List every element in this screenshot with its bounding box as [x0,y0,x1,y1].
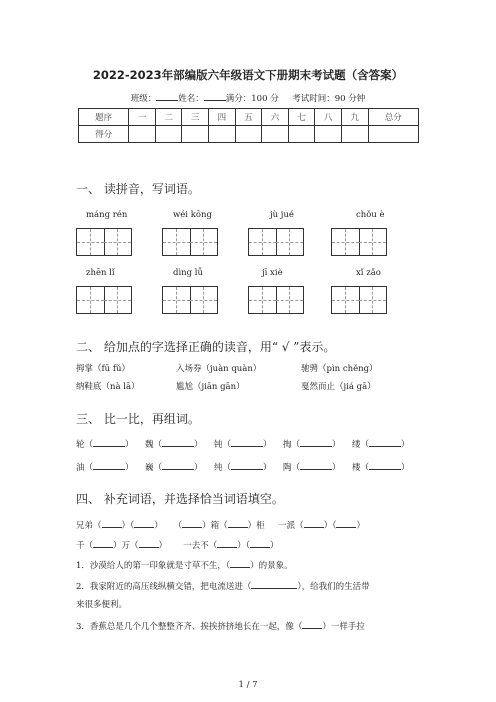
writing-grid[interactable] [162,286,218,314]
idiom-text: ）万（ [113,541,139,551]
compare-char: 楼 [352,463,361,473]
compare-char: 轮 [76,440,85,450]
section-2-heading: 二、 给加点的字选择正确的读音，用“ √ ”表示。 [76,340,336,354]
idiom-text: ）柜 [247,521,265,531]
pronunciation-item: 纳鞋底（nà lā） [76,382,140,392]
idiom-text: 一去不（ [183,541,218,551]
compare-char: 掏 [283,440,292,450]
score-cell[interactable] [209,126,236,143]
pronunciation-item: 驰骋（pìn chěng） [301,364,378,374]
pinyin-label: jù jué [270,210,294,220]
idiom-text: （ [173,521,183,531]
compare-item: 巍（ ） [145,460,203,473]
question-text: ）的景象。 [250,561,293,571]
score-cell[interactable] [155,126,182,143]
compare-item: 掏（ ） [283,437,341,450]
writing-grid[interactable] [248,286,304,314]
section-1-heading: 一、 读拼音，写词语。 [76,182,200,196]
pinyin-label: jī xiè [262,268,283,278]
answer-blank[interactable] [217,538,237,548]
answer-blank[interactable] [250,538,270,548]
writing-grid[interactable] [331,228,387,256]
answer-blank[interactable] [300,460,332,470]
pinyin-label: zhēn lǐ [86,268,115,278]
answer-blank[interactable] [304,518,324,528]
idiom-line [76,538,279,551]
answer-blank[interactable] [251,579,297,589]
compare-item: 缕（ ） [352,437,410,450]
compare-char: 缕 [352,440,361,450]
score-header-cell: 五 [235,109,262,126]
answer-blank[interactable] [93,538,113,548]
compare-char: 钝 [214,440,223,450]
idiom-text: ）（ [121,521,135,531]
score-table [78,108,419,143]
answer-blank[interactable] [228,518,248,528]
answer-blank[interactable] [162,460,194,470]
answer-blank[interactable] [230,558,250,568]
score-header-cell: 一 [129,109,156,126]
idiom-text: ） [154,521,163,531]
pinyin-label: dìng lǚ [173,268,203,278]
pronunciation-item: 拇掌（fū fǔ） [76,364,130,374]
answer-blank[interactable] [302,619,322,629]
score-header-cell: 九 [341,109,368,126]
compare-item: 钝（ ） [214,437,272,450]
score-cell[interactable] [235,126,262,143]
answer-blank[interactable] [300,437,332,447]
idiom-text: 兄弟（ [76,521,102,531]
score-cell[interactable] [182,126,209,143]
compare-item: 纯（ ） [214,460,272,473]
writing-grid[interactable] [331,286,387,314]
compare-char: 魏 [145,440,154,450]
class-blank [156,91,178,101]
question-text: 3．香蕉总是几个几个整整齐齐、挨挨挤挤地长在一起，像（ [76,622,303,632]
exam-time: 考试时间：90 分钟 [292,94,366,104]
idiom-text: ） [356,521,365,531]
idiom-text: 千（ [76,541,94,551]
compare-char: 油 [76,463,85,473]
question-text: ）一样手拉 [322,622,365,632]
pinyin-label: máng rén [86,210,128,220]
answer-blank[interactable] [369,437,401,447]
score-header-cell: 总分 [368,109,418,126]
answer-blank[interactable] [369,460,401,470]
pinyin-label: xǐ zǎo [356,268,381,278]
idiom-line [76,518,365,531]
compare-item: 油（ ） [76,460,134,473]
page-title: 2022-2023年部编版六年级语文下册期末考试题（含答案） [92,68,404,82]
question-text: 1．沙漠给人的第一印象就是寸草不生，（ [76,561,231,571]
question-2-continued: 来很多便利。 [76,600,128,610]
idiom-text: ） [270,541,279,551]
score-header-cell: 六 [262,109,289,126]
idiom-text: ）箱（ [202,521,228,531]
compare-char: 陶 [283,463,292,473]
score-header-cell: 八 [315,109,342,126]
score-cell[interactable] [262,126,289,143]
answer-blank[interactable] [93,460,125,470]
idiom-text: ）（ [237,541,251,551]
answer-blank[interactable] [231,437,263,447]
writing-grid[interactable] [76,286,132,314]
section-4-heading: 四、 补充词语，并选择恰当词语填空。 [76,492,284,506]
answer-blank[interactable] [162,437,194,447]
compare-char: 纯 [214,463,223,473]
writing-grid[interactable] [248,228,304,256]
compare-item: 魏（ ） [145,437,203,450]
score-cell[interactable] [288,126,315,143]
score-header-cell: 二 [155,109,182,126]
writing-grid[interactable] [76,228,132,256]
score-cell[interactable] [315,126,342,143]
answer-blank[interactable] [182,518,202,528]
pinyin-label: wéi kōng [173,210,212,220]
score-cell[interactable] [341,126,368,143]
answer-blank[interactable] [93,437,125,447]
full-score: 满分：100 分 [225,94,279,104]
score-row-label: 得分 [79,126,129,143]
class-label: 班级： [130,94,157,104]
score-header-cell: 题序 [79,109,129,126]
idiom-text: 一派（ [278,521,304,531]
compare-char: 巍 [145,463,154,473]
writing-grid[interactable] [162,228,218,256]
score-header-row [79,109,419,126]
name-blank [204,91,226,101]
score-cell[interactable] [368,126,418,143]
question-1 [76,558,293,571]
score-header-cell: 七 [288,109,315,126]
exam-info [0,91,496,104]
name-label: 姓名： [178,94,204,104]
question-3 [76,619,365,632]
compare-item: 轮（ ） [76,437,134,450]
answer-blank[interactable] [231,460,263,470]
score-header-cell: 四 [209,109,236,126]
idiom-text: ）（ [323,521,337,531]
pronunciation-item: 尴尬（jiān gān） [176,382,245,392]
answer-blank[interactable] [139,538,159,548]
compare-item: 陶（ ） [283,460,341,473]
question-2 [76,579,370,592]
question-text: ），给我们的生活带 [297,582,370,592]
score-value-row [79,126,419,143]
answer-blank[interactable] [134,518,154,528]
section-3-heading: 三、 比一比，再组词。 [76,412,200,426]
score-cell[interactable] [129,126,156,143]
pinyin-label: chǒu è [356,210,385,220]
score-header-cell: 三 [182,109,209,126]
answer-blank[interactable] [336,518,356,528]
pronunciation-item: 戛然而止（jiá gā） [301,382,376,392]
answer-blank[interactable] [102,518,122,528]
question-text: 2．我家附近的高压线纵横交错，把电流送进（ [76,582,252,592]
pronunciation-item: 入场券（juàn quàn） [176,364,262,374]
page-number: 1 / 7 [238,680,258,690]
idiom-text: ） [158,541,168,551]
compare-item: 楼（ ） [352,460,410,473]
